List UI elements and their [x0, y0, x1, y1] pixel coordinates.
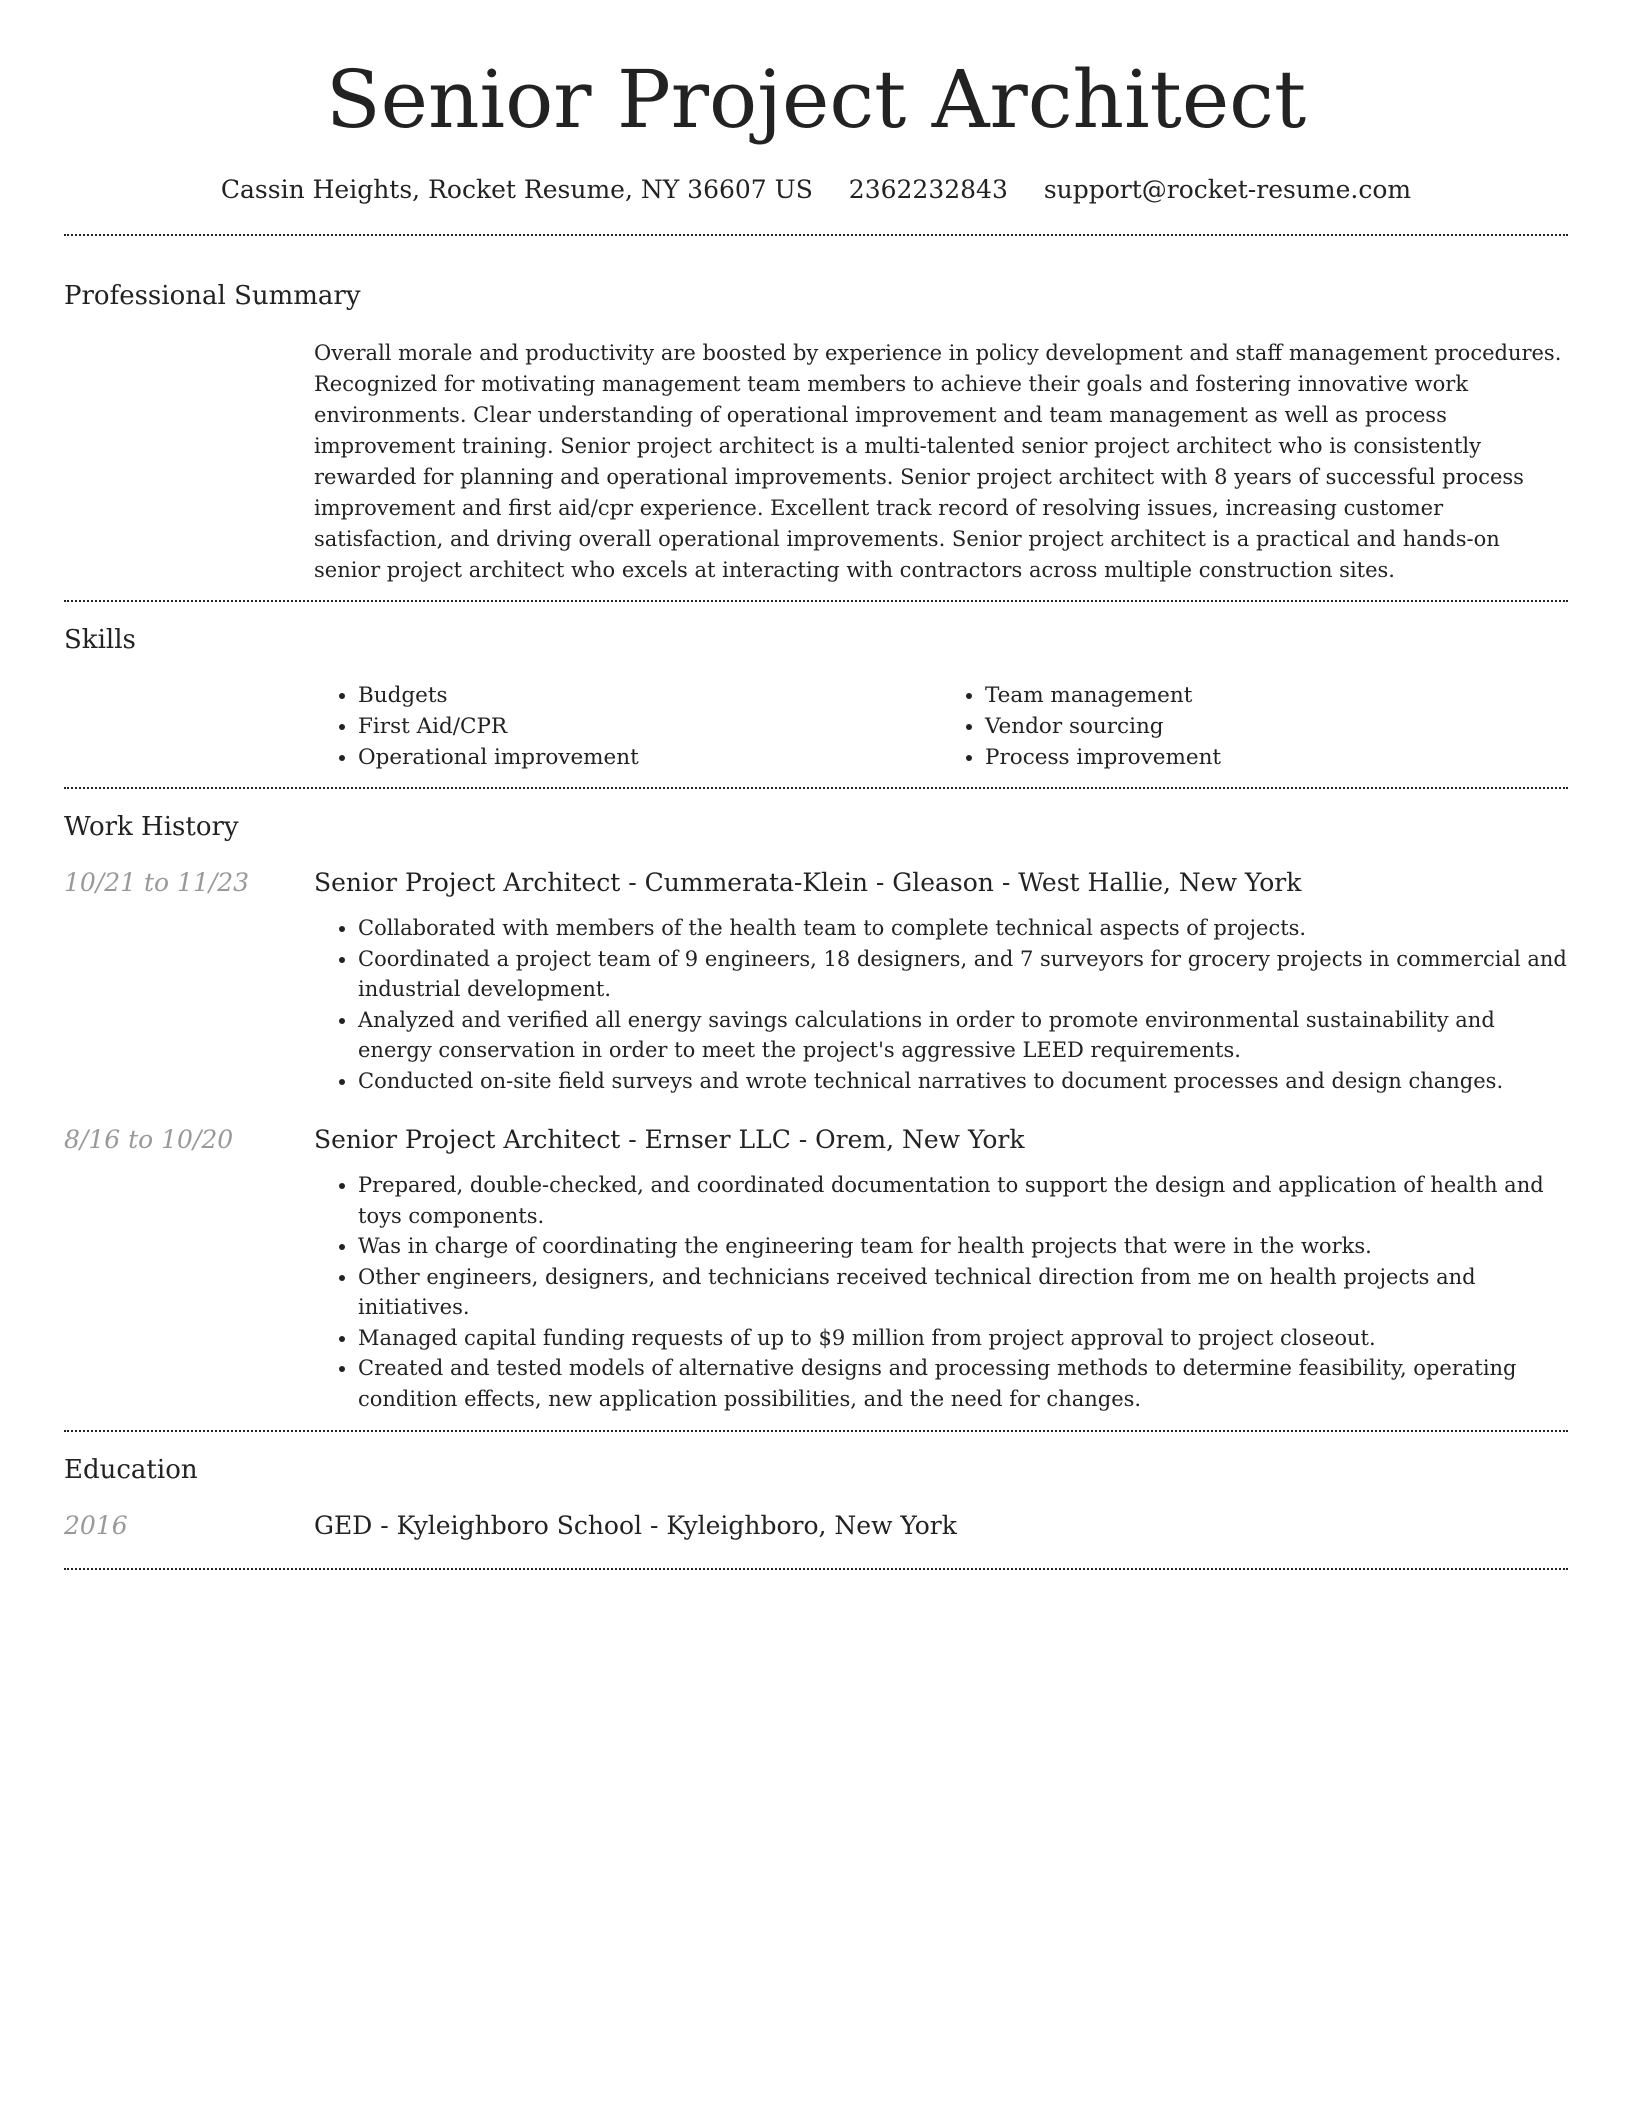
skill-item: • Team management — [985, 680, 1568, 711]
list-item: • Was in charge of coordinating the engineering team for health projects that were in the works. — [358, 1231, 1568, 1262]
job-body — [314, 865, 1568, 1096]
job-heading: Senior Project Architect - Ernser LLC - Orem, New York — [314, 1125, 1025, 1154]
skills-list-right — [941, 680, 1568, 773]
summary-left-spacer — [64, 338, 314, 586]
contact-phone: 2362232843 — [848, 175, 1008, 204]
education-body — [314, 1508, 1568, 1544]
section-title-education: Education — [64, 1455, 198, 1485]
job-entry — [64, 1122, 1568, 1414]
list-item: • Other engineers, designers, and technicians received technical direction from me on health projects and initiatives. — [358, 1262, 1568, 1323]
skills-lists — [314, 680, 1568, 773]
job-dates: 10/21 to 11/23 — [64, 868, 250, 897]
section-title-skills: Skills — [64, 625, 136, 655]
work-section — [64, 789, 1568, 1430]
job-dates: 8/16 to 10/20 — [64, 1125, 234, 1154]
education-heading: GED - Kyleighboro School - Kyleighboro, New York — [314, 1511, 957, 1540]
list-item: • Prepared, double-checked, and coordinated documentation to support the design and application of health and toys components. — [358, 1170, 1568, 1231]
skill-item: • Budgets — [358, 680, 941, 711]
list-item: • Created and tested models of alternative designs and processing methods to determine feasibility, operating condition effects, new application possibilities, and the need for changes. — [358, 1353, 1568, 1414]
job-bullets — [314, 1170, 1568, 1414]
contact-line — [64, 172, 1568, 208]
summary-text: Overall morale and productivity are boosted by experience in policy development and staff management procedures. Recognized for motivating management team members to achieve their goals and fostering innovative work environments. Clear understanding of operational improvement and team management as well as process improvement training. Senior project architect is a multi-talented senior project architect who is consistently rewarded for planning and operational improvements. Senior project architect with 8 years of successful process improvement and first aid/cpr experience. Excellent track record of resolving issues, increasing customer satisfaction, and driving overall operational improvements. Senior project architect is a practical and hands-on senior project architect who excels at interacting with contractors across multiple construction sites. — [314, 341, 1562, 582]
contact-address: Cassin Heights, Rocket Resume, NY 36607 US — [220, 175, 813, 204]
section-title-summary: Professional Summary — [64, 281, 361, 311]
education-entry — [64, 1508, 1568, 1544]
list-item: • Analyzed and verified all energy savings calculations in order to promote environmental sustainability and energy conservation in order to meet the project's aggressive LEED requirements. — [358, 1005, 1568, 1066]
summary-section — [64, 236, 1568, 600]
job-bullets — [314, 913, 1568, 1096]
summary-row — [64, 338, 1568, 586]
section-title-work: Work History — [64, 812, 239, 842]
skills-row — [64, 680, 1568, 773]
list-item: • Collaborated with members of the health team to complete technical aspects of projects. — [358, 913, 1568, 944]
skill-item: • Vendor sourcing — [985, 711, 1568, 742]
list-item: • Conducted on-site field surveys and wrote technical narratives to document processes and design changes. — [358, 1066, 1568, 1097]
skill-item: • First Aid/CPR — [358, 711, 941, 742]
list-item: • Coordinated a project team of 9 engineers, 18 designers, and 7 surveyors for grocery projects in commercial and industrial development. — [358, 944, 1568, 1005]
education-year: 2016 — [64, 1511, 128, 1540]
job-body — [314, 1122, 1568, 1414]
job-heading: Senior Project Architect - Cummerata-Klein - Gleason - West Hallie, New York — [314, 868, 1302, 897]
skills-section — [64, 602, 1568, 787]
skills-list-left — [314, 680, 941, 773]
list-item: • Managed capital funding requests of up to $9 million from project approval to project closeout. — [358, 1323, 1568, 1354]
contact-email: support@rocket-resume.com — [1043, 175, 1412, 204]
divider — [64, 1568, 1568, 1570]
skill-item: • Operational improvement — [358, 742, 941, 773]
resume-header — [64, 0, 1568, 208]
candidate-title: Senior Project Architect — [325, 53, 1307, 146]
summary-body — [314, 338, 1568, 586]
job-entry — [64, 865, 1568, 1096]
resume-page — [64, 0, 1568, 1570]
skills-left-spacer — [64, 680, 314, 773]
education-section — [64, 1432, 1568, 1568]
skill-item: • Process improvement — [985, 742, 1568, 773]
